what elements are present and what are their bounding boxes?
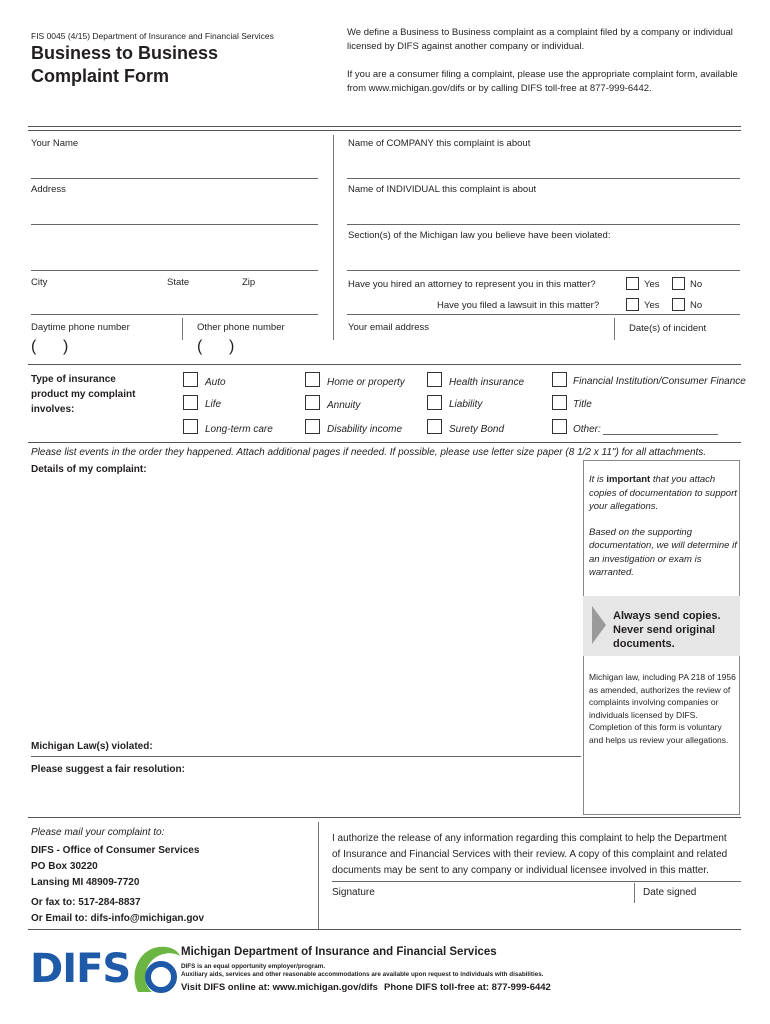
callout-line1: Always send copies.	[613, 610, 721, 622]
sections-violated-field[interactable]	[347, 270, 740, 271]
title-label: Title	[573, 399, 592, 410]
attorney-yes-label: Yes	[644, 279, 660, 290]
your-name-field[interactable]	[31, 178, 318, 179]
law-violated-field[interactable]	[31, 756, 581, 757]
form-title-line1: Business to Business	[31, 43, 219, 63]
definition-line1: We define a Business to Business complaint as a complaint filed by a company or individual	[347, 27, 733, 38]
form-title-line2: Complaint Form	[31, 66, 169, 86]
signature-date-divider	[634, 883, 635, 903]
date-signed-field[interactable]	[643, 900, 740, 928]
disability-income-checkbox[interactable]	[305, 419, 320, 434]
mail-intro: Please mail your complaint to:	[31, 827, 165, 838]
footer-eeo-line2: Auxiliary aids, services and other reasonable accommodations are available upon request to individuals with disabilities.	[181, 971, 544, 978]
title-checkbox[interactable]	[552, 395, 567, 410]
sidebar-determination-note: Based on the supporting documentation, we will determine if an investigation or exam is warranted.	[589, 526, 737, 578]
insurance-type-label	[31, 372, 135, 417]
alternate-contact	[31, 895, 204, 927]
date-signed-label: Date signed	[643, 887, 697, 898]
sections-violated-label: Section(s) of the Michigan law you believe have been violated:	[348, 230, 611, 241]
footer-divider	[28, 929, 741, 930]
other-label: Other:	[573, 424, 601, 435]
liability-label: Liability	[449, 399, 483, 410]
sidebar-notes	[589, 473, 737, 592]
phone-divider	[182, 318, 183, 340]
callout-arrow-icon	[592, 606, 606, 644]
attorney-no-label: No	[690, 279, 703, 290]
mail-org: DIFS - Office of Consumer Services	[31, 845, 200, 856]
lawsuit-no-label: No	[690, 300, 703, 311]
other-phone-label: Other phone number	[197, 322, 285, 333]
fax-number: Or fax to: 517-284-8837	[31, 897, 141, 908]
mail-address	[31, 843, 199, 891]
authorization-line1: I authorize the release of any information regarding this complaint to help the Department	[332, 833, 727, 844]
authorization-divider	[332, 881, 741, 882]
consumer-line1: If you are a consumer filing a complaint, please use the appropriate complaint form, available	[347, 69, 738, 80]
questions-divider	[347, 314, 740, 315]
insurance-label-line2: product my complaint	[31, 389, 136, 400]
form-id: FIS 0045 (4/15) Department of Insurance and Financial Services	[31, 31, 274, 41]
email-divider	[614, 318, 615, 340]
incident-dates-label: Date(s) of incident	[629, 323, 707, 334]
details-label: Details of my complaint:	[31, 464, 147, 475]
lawsuit-yes-label: Yes	[644, 300, 660, 311]
attorney-no-checkbox[interactable]	[672, 277, 685, 290]
home-property-checkbox[interactable]	[305, 372, 320, 387]
your-name-label: Your Name	[31, 138, 79, 149]
liability-checkbox[interactable]	[427, 395, 442, 410]
company-name-label: Name of COMPANY this complaint is about	[348, 138, 531, 149]
authorization-line3: documents may be sent to any company or individual licensee involved in this matter.	[332, 865, 709, 876]
definition-line2: licensed by DIFS against another company or individual.	[347, 41, 585, 52]
email-label: Your email address	[348, 322, 429, 333]
lawsuit-no-checkbox[interactable]	[672, 298, 685, 311]
insurance-label-line3: involves:	[31, 404, 75, 415]
individual-name-field[interactable]	[347, 224, 740, 225]
legal-note: Michigan law, including PA 218 of 1956 as amended, authorizes the review of complaints involving companies or individuals licensed by DIFS. Completion of this form is voluntary and helps us review your allegations.	[589, 672, 736, 745]
consumer-line2: from www.michigan.gov/difs or by calling DIFS toll-free at 877-999-6442.	[347, 83, 652, 94]
daytime-area-code-close: )	[63, 338, 69, 355]
insurance-label-line1: Type of insurance	[31, 374, 116, 385]
address-field-line2[interactable]	[31, 270, 318, 271]
contact-email: Or Email to: difs-info@michigan.gov	[31, 913, 205, 924]
auto-checkbox[interactable]	[183, 372, 198, 387]
financial-institution-checkbox[interactable]	[552, 372, 567, 387]
footer-phone: Phone DIFS toll-free at: 877-999-6442	[384, 982, 551, 993]
life-checkbox[interactable]	[183, 395, 198, 410]
annuity-label: Annuity	[327, 400, 361, 411]
difs-logo-text: DIFS	[30, 946, 131, 992]
company-name-field[interactable]	[347, 178, 740, 179]
details-field[interactable]	[31, 478, 581, 733]
mail-city: Lansing MI 48909-7720	[31, 877, 140, 888]
attorney-yes-checkbox[interactable]	[626, 277, 639, 290]
footer-visit: Visit DIFS online at: www.michigan.gov/difs	[181, 982, 378, 993]
signature-label: Signature	[332, 887, 375, 898]
annuity-checkbox[interactable]	[305, 395, 320, 410]
other-checkbox[interactable]	[552, 419, 567, 434]
other-area-code-open: (	[197, 338, 203, 355]
surety-bond-label: Surety Bond	[449, 424, 505, 435]
callout-line2: Never send original	[613, 624, 716, 636]
lawsuit-question: Have you filed a lawsuit in this matter?	[437, 300, 600, 311]
authorization-text	[332, 831, 727, 879]
footer-dept-name: Michigan Department of Insurance and Financial Services	[181, 946, 497, 958]
resolution-label: Please suggest a fair resolution:	[31, 764, 185, 775]
financial-institution-label: Financial Institution/Consumer Finance	[573, 376, 746, 387]
callout-text	[613, 609, 721, 651]
long-term-care-label: Long-term care	[205, 424, 273, 435]
disability-income-label: Disability income	[327, 424, 403, 435]
health-insurance-checkbox[interactable]	[427, 372, 442, 387]
daytime-phone-label: Daytime phone number	[31, 322, 130, 333]
column-divider	[333, 135, 334, 340]
life-label: Life	[205, 399, 222, 410]
auto-label: Auto	[205, 377, 226, 388]
address-label: Address	[31, 184, 66, 195]
other-area-code-close: )	[229, 338, 235, 355]
law-violated-label: Michigan Law(s) violated:	[31, 741, 153, 752]
callout-line3: documents.	[613, 638, 675, 650]
city-state-zip-field[interactable]	[31, 314, 318, 315]
difs-logo	[30, 942, 180, 994]
contact-bottom-line	[28, 364, 741, 365]
individual-name-label: Name of INDIVIDUAL this complaint is about	[348, 184, 537, 195]
footer-eeo-line1: DIFS is an equal opportunity employer/program.	[181, 963, 326, 970]
zip-label: Zip	[242, 277, 256, 288]
mail-divider	[318, 822, 319, 930]
resolution-field[interactable]	[31, 778, 581, 816]
header-divider-bottom	[28, 130, 741, 131]
details-instructions: Please list events in the order they happened. Attach additional pages if needed. If possible, please use letter size paper (8 1/2 x 11") for all attachments.	[31, 447, 707, 458]
insurance-bottom-line	[28, 442, 741, 443]
details-bottom-line	[28, 817, 741, 818]
other-field[interactable]	[603, 434, 718, 435]
address-field-line1[interactable]	[31, 224, 318, 225]
header-divider-top	[28, 126, 741, 127]
lawsuit-yes-checkbox[interactable]	[626, 298, 639, 311]
health-insurance-label: Health insurance	[449, 377, 525, 388]
authorization-line2: of Insurance and Financial Services with their review. A copy of this complaint and related	[332, 849, 728, 860]
attorney-question: Have you hired an attorney to represent you in this matter?	[348, 279, 596, 290]
signature-field[interactable]	[332, 883, 632, 928]
surety-bond-checkbox[interactable]	[427, 419, 442, 434]
home-property-label: Home or property	[327, 377, 405, 388]
long-term-care-checkbox[interactable]	[183, 419, 198, 434]
mail-po-box: PO Box 30220	[31, 861, 98, 872]
daytime-area-code-open: (	[31, 338, 37, 355]
sidebar-important-note: It is important that you attach copies of documentation to support your allegations.	[589, 474, 737, 512]
city-label: City	[31, 277, 48, 288]
state-label: State	[167, 277, 190, 288]
